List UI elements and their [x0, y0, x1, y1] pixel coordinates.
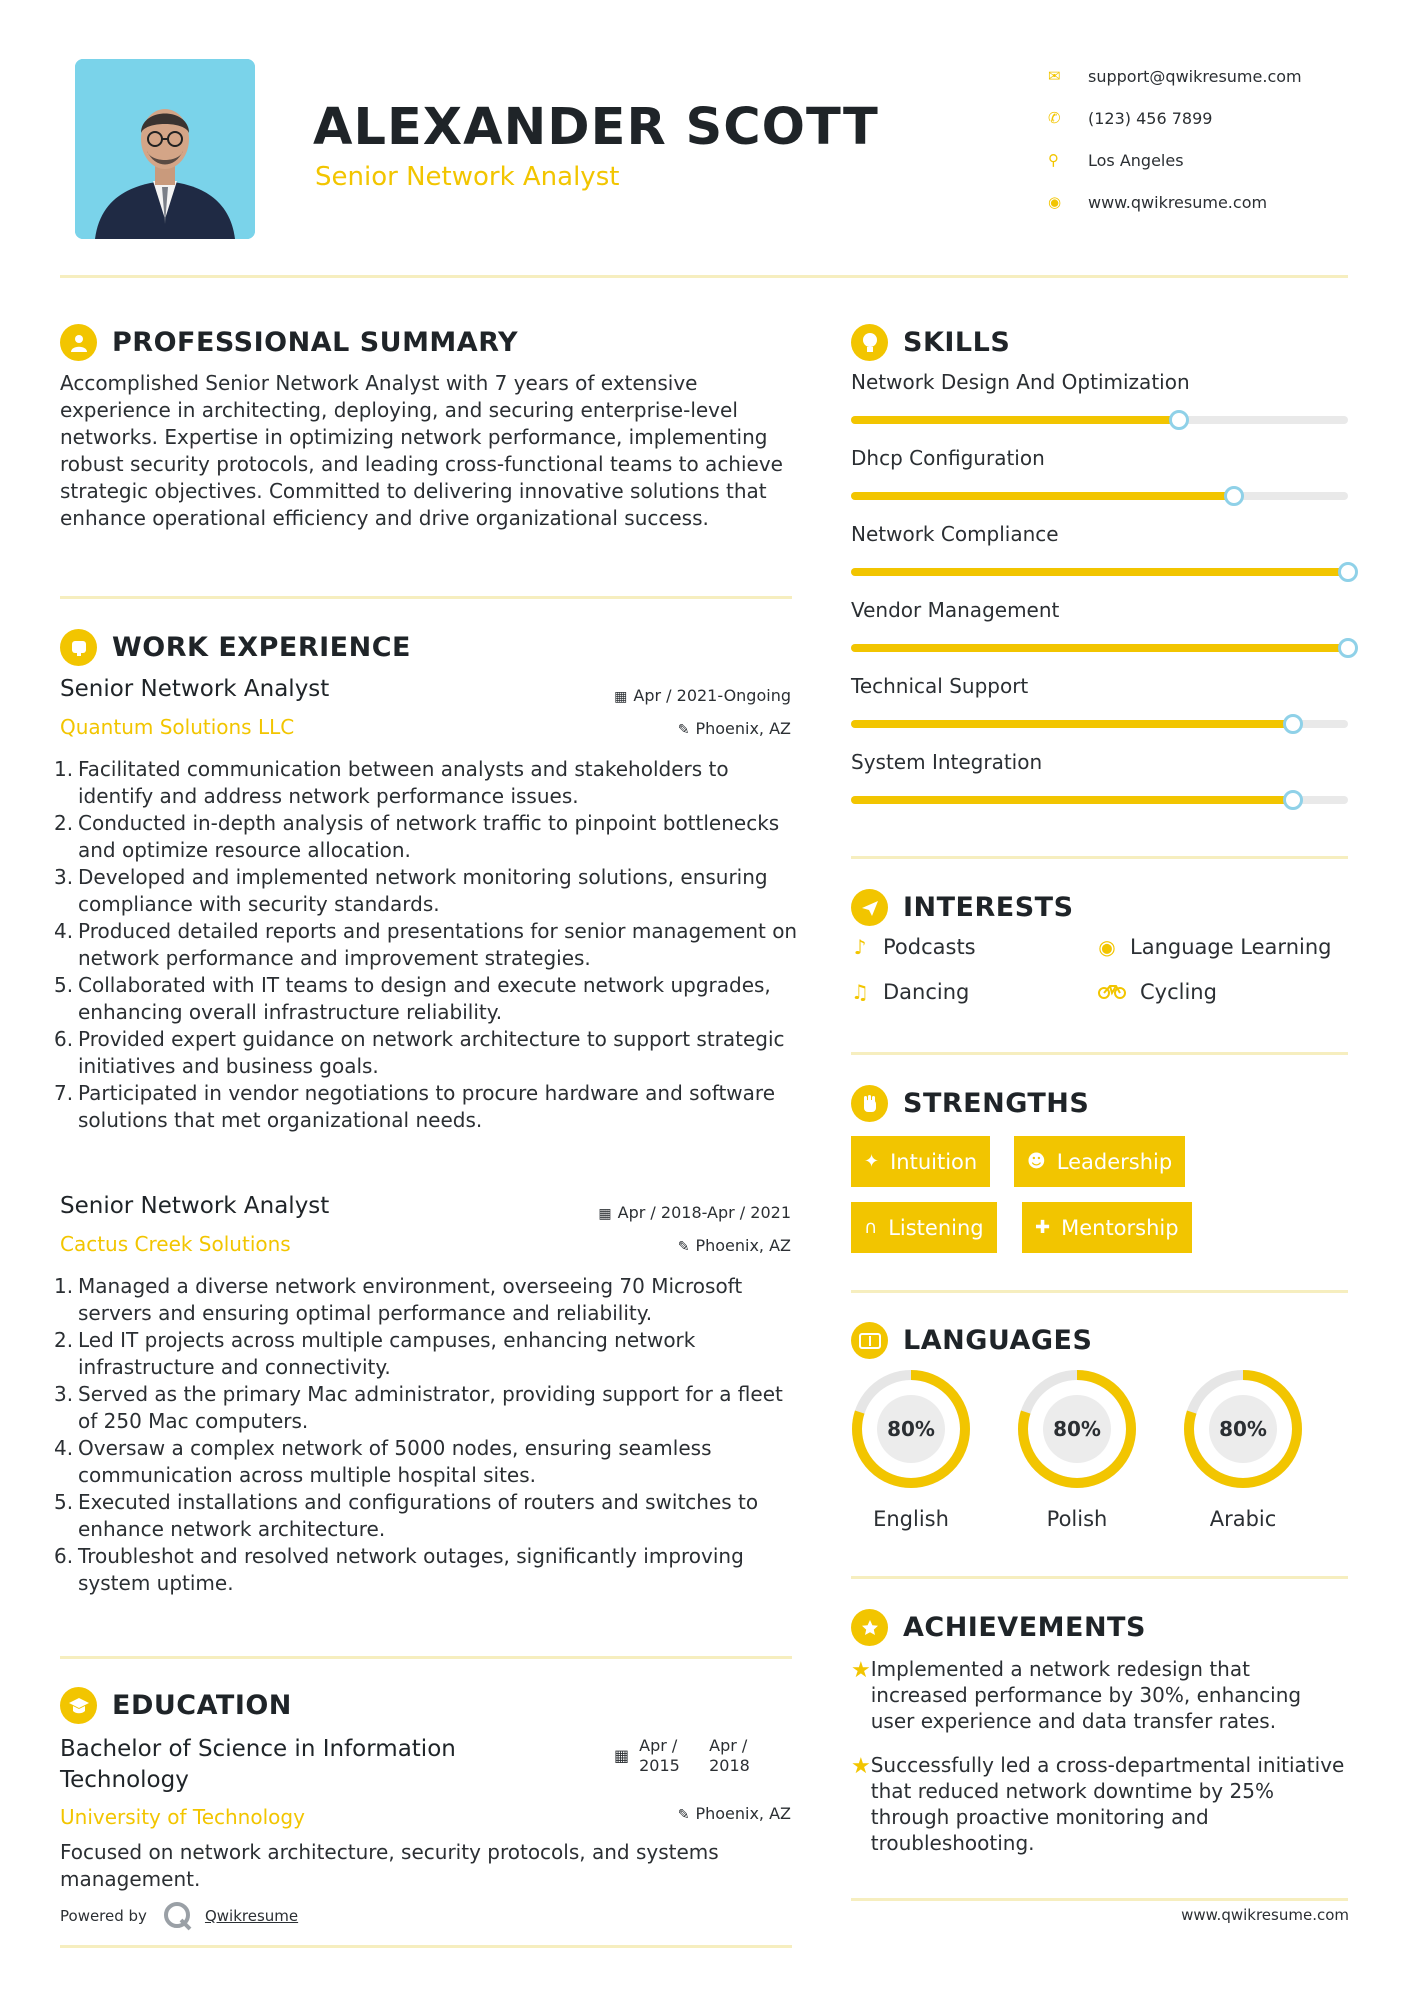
strength-tag	[851, 1136, 990, 1187]
language-card-icon	[851, 1322, 888, 1359]
skill-name: Network Design And Optimization	[851, 370, 1190, 394]
powered-by	[60, 1901, 298, 1931]
education-description: Focused on network architecture, security protocols, and systems management.	[60, 1840, 719, 1891]
skills-heading	[851, 324, 1010, 361]
skill-track	[851, 720, 1348, 728]
calendar-icon: ▦	[598, 1206, 612, 1222]
contact-list	[1048, 55, 1302, 223]
list-item: Facilitated communication between analysts and stakeholders to identify and address network performance issues.	[78, 757, 729, 808]
envelope-icon: ✉	[1048, 67, 1061, 85]
date-text: Apr / 2018-Apr / 2021	[617, 1203, 791, 1222]
experience-heading	[60, 629, 411, 666]
interest-item	[851, 935, 976, 959]
skill-name: Dhcp Configuration	[851, 446, 1045, 470]
skill-item	[851, 598, 1348, 652]
job-title: Senior Network Analyst	[60, 676, 330, 702]
list-item: Troubleshot and resolved network outages, significantly improving system uptime.	[78, 1544, 744, 1595]
date-text: Apr / 2021-Ongoing	[633, 686, 791, 705]
section-title: STRENGTHS	[903, 1088, 1090, 1119]
location-pin-icon: ⚲	[1048, 151, 1059, 169]
section-divider	[851, 1898, 1348, 1901]
users-icon: ☻	[1027, 1151, 1046, 1172]
skill-track	[851, 644, 1348, 652]
language-item	[1181, 1367, 1305, 1531]
skill-item	[851, 750, 1348, 804]
language-name: Polish	[1046, 1507, 1108, 1531]
location-text: Phoenix, AZ	[695, 719, 791, 738]
contact-text: (123) 456 7899	[1088, 108, 1213, 128]
achievement-item	[851, 1752, 1351, 1856]
duty-list	[60, 1273, 800, 1597]
interest-item	[1098, 980, 1217, 1004]
achievements-heading	[851, 1609, 1146, 1646]
music-note-icon: ♫	[851, 980, 869, 1004]
skill-fill	[851, 720, 1293, 728]
section-title: EDUCATION	[112, 1690, 292, 1721]
language-ring	[1181, 1367, 1305, 1491]
skill-item	[851, 446, 1348, 500]
candidate-title: Senior Network Analyst	[315, 162, 620, 192]
skill-name: Network Compliance	[851, 522, 1059, 546]
footer-website[interactable]: www.qwikresume.com	[1181, 1906, 1349, 1924]
header-divider	[60, 275, 1348, 278]
globe-icon: ◉	[1048, 193, 1062, 211]
language-ring	[1015, 1367, 1139, 1491]
job-location	[678, 719, 791, 738]
skill-fill	[851, 644, 1348, 652]
skill-track	[851, 492, 1348, 500]
section-divider	[851, 1576, 1348, 1579]
section-divider	[851, 1052, 1348, 1055]
summary-heading	[60, 324, 518, 361]
skill-level-handle	[1224, 486, 1244, 506]
candidate-name: ALEXANDER SCOTT	[313, 98, 879, 157]
qwikresume-logo-icon	[163, 1901, 193, 1931]
company-name: Cactus Creek Solutions	[60, 1232, 291, 1256]
section-title: PROFESSIONAL SUMMARY	[112, 327, 519, 358]
skill-track	[851, 796, 1348, 804]
graduation-cap-icon	[60, 1687, 97, 1724]
date-end: Apr / 2018	[709, 1736, 750, 1775]
headphones-icon: ∩	[864, 1217, 878, 1238]
star-badge-icon	[851, 1609, 888, 1646]
section-title: INTERESTS	[903, 892, 1074, 923]
skill-track	[851, 568, 1348, 576]
education-dates	[614, 1736, 759, 1776]
contact-website[interactable]	[1048, 181, 1302, 223]
skill-fill	[851, 796, 1293, 804]
qwikresume-link[interactable]: Qwikresume	[204, 1907, 299, 1925]
achievement-item	[851, 1656, 1351, 1734]
bicycle-icon	[1098, 980, 1126, 1004]
skill-fill	[851, 492, 1234, 500]
powered-by-label: Powered by	[60, 1907, 147, 1925]
phone-icon: ✆	[1048, 109, 1061, 127]
section-title: LANGUAGES	[903, 1325, 1093, 1356]
strength-label: Intuition	[890, 1149, 978, 1174]
list-item: Managed a diverse network environment, overseeing 70 Microsoft servers and ensuring optimal performance and reliability.	[78, 1274, 743, 1325]
degree-title: Bachelor of Science in Information Technology	[60, 1736, 456, 1793]
skill-track	[851, 416, 1348, 424]
strength-label: Listening	[888, 1215, 984, 1240]
skill-level-handle	[1338, 562, 1358, 582]
star-icon: ★	[851, 1658, 871, 1683]
language-name: English	[873, 1507, 949, 1531]
languages-heading	[851, 1322, 1092, 1359]
skill-fill	[851, 416, 1179, 424]
pushpin-icon: ✎	[677, 722, 690, 738]
globe-icon: ◉	[1098, 935, 1116, 959]
achievement-text: Successfully led a cross-departmental initiative that reduced network downtime by 25% through proactive monitoring and troubleshooting.	[870, 1753, 1345, 1855]
skill-name: Vendor Management	[851, 598, 1060, 622]
interest-label: Podcasts	[883, 935, 976, 959]
date-start: Apr / 2015	[639, 1736, 680, 1775]
contact-text: www.qwikresume.com	[1088, 192, 1268, 212]
language-name: Arabic	[1209, 1507, 1277, 1531]
contact-email[interactable]	[1048, 55, 1302, 97]
section-title: SKILLS	[903, 327, 1011, 358]
profile-photo	[75, 59, 255, 239]
skill-item	[851, 522, 1348, 576]
list-item: Collaborated with IT teams to design and execute network upgrades, enhancing overall infrastructure reliability.	[78, 973, 771, 1024]
duty-list	[60, 756, 800, 1134]
section-divider	[60, 1656, 792, 1659]
section-title: WORK EXPERIENCE	[112, 632, 411, 663]
strengths-heading	[851, 1085, 1089, 1122]
contact-phone[interactable]	[1048, 97, 1302, 139]
skill-level-handle	[1169, 410, 1189, 430]
language-item	[1015, 1367, 1139, 1531]
language-item	[849, 1367, 973, 1531]
list-item: Participated in vendor negotiations to procure hardware and software solutions that met organizational needs.	[78, 1081, 776, 1132]
skill-level-handle	[1283, 790, 1303, 810]
list-item: Led IT projects across multiple campuses, enhancing network infrastructure and connectivity.	[78, 1328, 696, 1379]
language-percent: 80%	[1219, 1417, 1267, 1441]
language-ring	[849, 1367, 973, 1491]
job-dates	[614, 686, 791, 705]
pushpin-icon: ✎	[677, 1239, 690, 1255]
job-location	[678, 1236, 791, 1255]
star-icon: ★	[851, 1754, 871, 1779]
section-divider	[851, 856, 1348, 859]
paper-plane-icon	[851, 889, 888, 926]
user-icon	[60, 324, 97, 361]
summary-text: Accomplished Senior Network Analyst with 7 years of extensive experience in architecting, deploying, and securing enterprise-level networks. Expertise in optimizing network performance, implementing robust security protocols, and leading cross-functional teams to achieve strategic objectives. Committed to delivering innovative solutions that enhance operational efficiency and drive organizational success.	[60, 371, 783, 530]
skill-item	[851, 674, 1348, 728]
strength-label: Leadership	[1056, 1149, 1173, 1174]
skill-level-handle	[1283, 714, 1303, 734]
skill-item	[851, 370, 1348, 424]
interests-heading	[851, 889, 1074, 926]
interest-label: Language Learning	[1130, 935, 1332, 959]
section-divider	[851, 1290, 1348, 1293]
job-dates	[598, 1203, 791, 1222]
skill-fill	[851, 568, 1348, 576]
company-name: Quantum Solutions LLC	[60, 715, 295, 739]
list-item: Provided expert guidance on network architecture to support strategic initiatives and business goals.	[78, 1027, 785, 1078]
list-item: Conducted in-depth analysis of network traffic to pinpoint bottlenecks and optimize resource allocation.	[78, 811, 780, 862]
contact-text: Los Angeles	[1088, 150, 1184, 170]
microphone-icon: ♪	[853, 935, 867, 959]
section-divider	[60, 1945, 792, 1948]
strength-tag	[851, 1202, 997, 1253]
achievement-text: Implemented a network redesign that increased performance by 30%, enhancing user experience and data transfer rates.	[870, 1657, 1302, 1733]
education-location	[678, 1804, 791, 1823]
interest-label: Cycling	[1140, 980, 1217, 1004]
location-text: Phoenix, AZ	[695, 1804, 791, 1823]
interest-label: Dancing	[883, 980, 970, 1004]
list-item: Produced detailed reports and presentations for senior management on network performance and improvement strategies.	[78, 919, 798, 970]
list-item: Executed installations and configurations of routers and switches to enhance network architecture.	[78, 1490, 759, 1541]
calendar-icon: ▦	[614, 1746, 630, 1765]
strength-tag	[1014, 1136, 1185, 1187]
section-title: ACHIEVEMENTS	[903, 1612, 1146, 1643]
user-plus-icon: ✚	[1035, 1217, 1051, 1238]
list-item: Oversaw a complex network of 5000 nodes, ensuring seamless communication across multiple hospital sites.	[78, 1436, 712, 1487]
job-title: Senior Network Analyst	[60, 1193, 330, 1219]
strength-tag	[1022, 1202, 1192, 1253]
calendar-icon: ▦	[614, 689, 628, 705]
school-name: University of Technology	[60, 1805, 305, 1829]
location-text: Phoenix, AZ	[695, 1236, 791, 1255]
education-heading	[60, 1687, 292, 1724]
section-divider	[60, 596, 792, 599]
lightbulb-icon	[851, 324, 888, 361]
skill-level-handle	[1338, 638, 1358, 658]
briefcase-icon	[60, 629, 97, 666]
skill-name: System Integration	[851, 750, 1043, 774]
interest-item	[1098, 935, 1331, 959]
person-portrait-icon	[75, 59, 255, 239]
skill-name: Technical Support	[851, 674, 1029, 698]
interest-item	[851, 980, 969, 1004]
language-percent: 80%	[1053, 1417, 1101, 1441]
contact-text: support@qwikresume.com	[1088, 66, 1302, 86]
magic-wand-icon: ✦	[864, 1151, 880, 1172]
list-item: Served as the primary Mac administrator, providing support for a fleet of 250 Mac computers.	[78, 1382, 783, 1433]
language-percent: 80%	[887, 1417, 935, 1441]
contact-location	[1048, 139, 1302, 181]
hand-icon	[851, 1085, 888, 1122]
pushpin-icon: ✎	[677, 1807, 690, 1823]
strength-label: Mentorship	[1061, 1215, 1179, 1240]
list-item: Developed and implemented network monitoring solutions, ensuring compliance with security standards.	[78, 865, 768, 916]
